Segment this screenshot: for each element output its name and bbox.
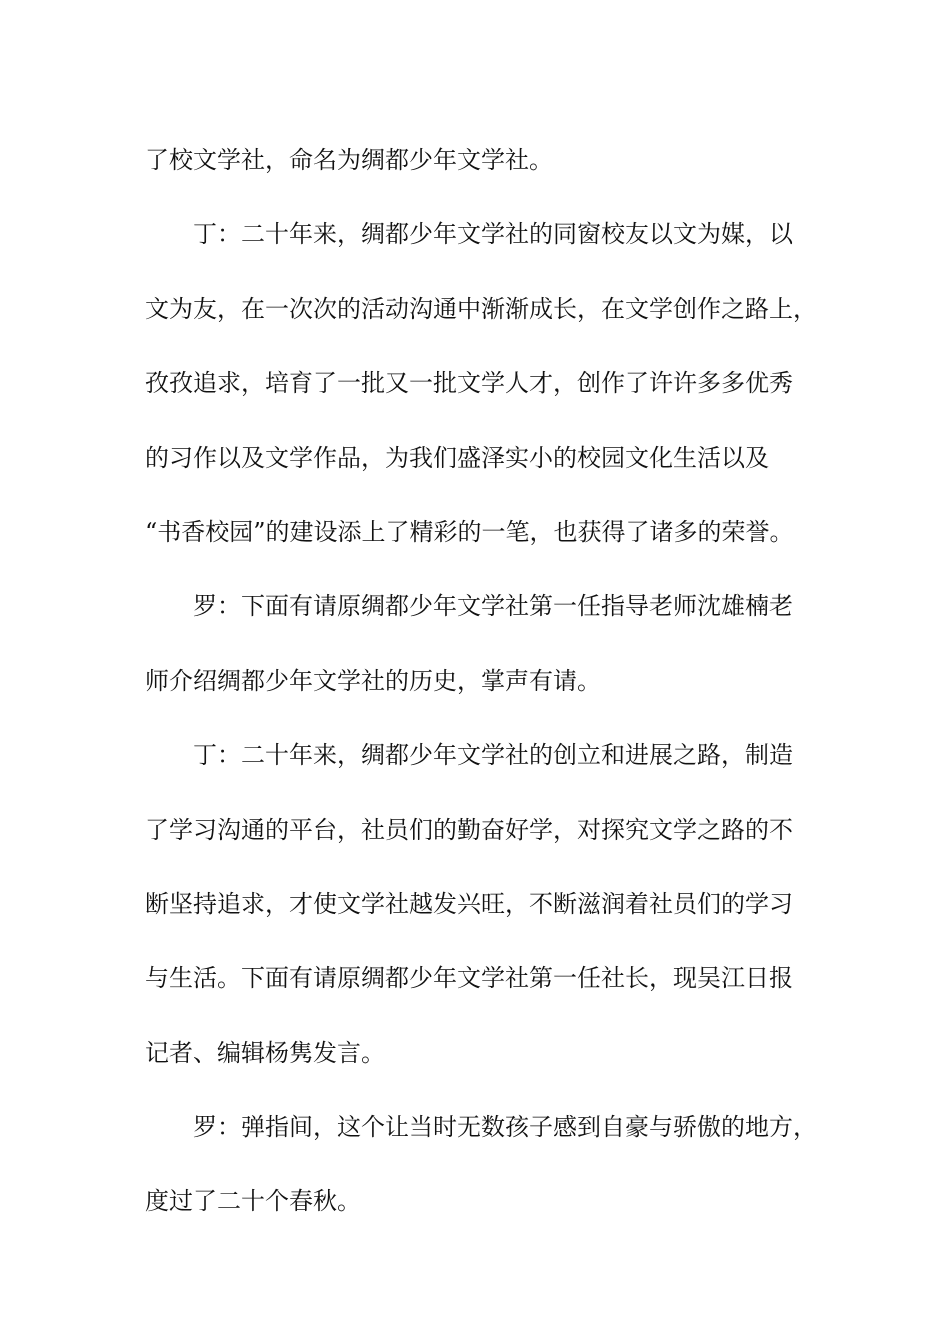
text-line: 了校文学社，命名为绸都少年文学社。	[145, 146, 553, 174]
text-line: 记者、编辑杨隽发言。	[145, 1038, 385, 1067]
text-line: 与生活。下面有请原绸都少年文学社第一任社长，现吴江日报	[145, 964, 793, 993]
text-line: 罗：弹指间，这个让当时无数孩子感到自豪与骄傲的地方，	[193, 1113, 817, 1142]
text-line: “书香校园”的建设添上了精彩的一笔，也获得了诸多的荣誉。	[145, 517, 794, 546]
body-text	[145, 123, 825, 1239]
text-line: 文为友，在一次次的活动沟通中渐渐成长，在文学创作之路上，	[145, 294, 817, 323]
text-line: 罗：下面有请原绸都少年文学社第一任指导老师沈雄楠老	[193, 592, 793, 621]
text-line: 孜孜追求，培育了一批又一批文学人才，创作了许许多多优秀	[145, 369, 793, 398]
text-line: 了学习沟通的平台，社员们的勤奋好学，对探究文学之路的不	[145, 815, 793, 844]
text-line: 的习作以及文学作品，为我们盛泽实小的校园文化生活以及	[145, 443, 769, 472]
text-line: 师介绍绸都少年文学社的历史，掌声有请。	[145, 666, 601, 695]
text-line: 丁：二十年来，绸都少年文学社的同窗校友以文为媒，以	[193, 220, 793, 249]
text-line: 断坚持追求，才使文学社越发兴旺，不断滋润着社员们的学习	[145, 889, 793, 918]
text-line: 丁：二十年来，绸都少年文学社的创立和进展之路，制造	[193, 741, 793, 770]
text-line: 度过了二十个春秋。	[145, 1187, 361, 1216]
